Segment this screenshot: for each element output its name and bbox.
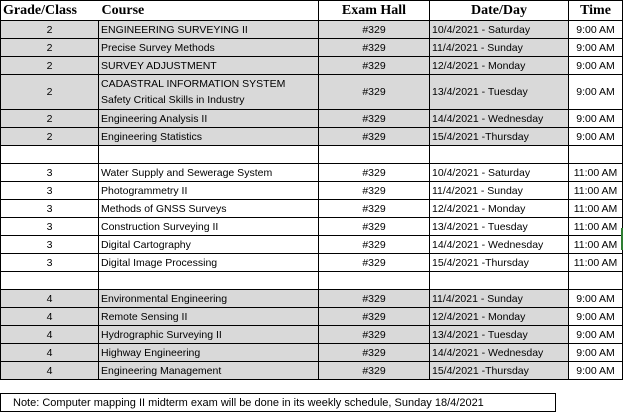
exam-hall-cell[interactable]: #329 — [319, 128, 430, 146]
date-cell[interactable]: 13/4/2021 - Tuesday — [430, 218, 569, 236]
exam-hall-cell[interactable]: #329 — [319, 164, 430, 182]
exam-hall-cell[interactable]: #329 — [319, 218, 430, 236]
blank-row — [1, 272, 623, 290]
grade-cell[interactable]: 2 — [1, 57, 99, 75]
blank-row — [1, 146, 623, 164]
course-cell[interactable]: Precise Survey Methods — [99, 39, 319, 57]
time-cell[interactable]: 9:00 AM — [569, 39, 623, 57]
course-cell[interactable]: Digital Cartography — [99, 236, 319, 254]
exam-hall-cell[interactable] — [319, 272, 430, 290]
exam-hall-cell[interactable]: #329 — [319, 182, 430, 200]
date-cell[interactable]: 11/4/2021 - Sunday — [430, 39, 569, 57]
exam-hall-cell[interactable]: #329 — [319, 21, 430, 39]
exam-hall-cell[interactable]: #329 — [319, 344, 430, 362]
grade-cell[interactable] — [1, 272, 99, 290]
course-cell[interactable]: Environmental Engineering — [99, 290, 319, 308]
date-cell[interactable]: 12/4/2021 - Monday — [430, 57, 569, 75]
header-exam-hall[interactable]: Exam Hall — [319, 1, 430, 21]
time-cell[interactable]: 11:00 AM — [569, 236, 623, 254]
table-row — [1, 164, 623, 182]
time-cell[interactable]: 9:00 AM — [569, 326, 623, 344]
grade-cell[interactable]: 3 — [1, 254, 99, 272]
table-row — [1, 326, 623, 344]
time-cell[interactable]: 11:00 AM — [569, 164, 623, 182]
date-cell[interactable] — [430, 146, 569, 164]
time-cell[interactable]: 11:00 AM — [569, 254, 623, 272]
exam-hall-cell[interactable]: #329 — [319, 362, 430, 380]
course-line: Safety Critical Skills in Industry — [101, 94, 245, 106]
course-cell[interactable]: Water Supply and Sewerage System — [99, 164, 319, 182]
time-cell[interactable] — [569, 272, 623, 290]
table-row — [1, 290, 623, 308]
grade-cell[interactable]: 2 — [1, 21, 99, 39]
table-row — [1, 254, 623, 272]
grade-cell[interactable]: 4 — [1, 344, 99, 362]
exam-hall-cell[interactable]: #329 — [319, 254, 430, 272]
grade-cell[interactable]: 3 — [1, 236, 99, 254]
time-cell[interactable]: 11:00 AM — [569, 200, 623, 218]
date-cell[interactable]: 10/4/2021 - Saturday — [430, 21, 569, 39]
course-cell[interactable]: Digital Image Processing — [99, 254, 319, 272]
date-cell[interactable]: 14/4/2021 - Wednesday — [430, 344, 569, 362]
course-cell[interactable]: Engineering Management — [99, 362, 319, 380]
exam-hall-cell[interactable]: #329 — [319, 326, 430, 344]
course-cell[interactable]: ENGINEERING SURVEYING II — [99, 21, 319, 39]
table-row — [1, 110, 623, 128]
table-row — [1, 75, 623, 110]
date-cell[interactable]: 11/4/2021 - Sunday — [430, 290, 569, 308]
grade-cell[interactable]: 4 — [1, 308, 99, 326]
grade-cell[interactable]: 4 — [1, 326, 99, 344]
course-cell[interactable]: SURVEY ADJUSTMENT — [99, 57, 319, 75]
date-cell[interactable]: 14/4/2021 - Wednesday — [430, 110, 569, 128]
time-cell[interactable]: 9:00 AM — [569, 362, 623, 380]
grade-cell[interactable]: 4 — [1, 362, 99, 380]
table-row — [1, 57, 623, 75]
table-row — [1, 362, 623, 380]
grade-cell[interactable]: 4 — [1, 290, 99, 308]
exam-hall-cell[interactable]: #329 — [319, 236, 430, 254]
exam-hall-cell[interactable]: #329 — [319, 200, 430, 218]
exam-hall-cell[interactable]: #329 — [319, 57, 430, 75]
course-cell[interactable]: Engineering Analysis II — [99, 110, 319, 128]
course-cell[interactable]: Construction Surveying II — [99, 218, 319, 236]
time-cell[interactable]: 9:00 AM — [569, 290, 623, 308]
time-cell[interactable]: 9:00 AM — [569, 128, 623, 146]
grade-cell[interactable]: 2 — [1, 128, 99, 146]
date-cell[interactable]: 10/4/2021 - Saturday — [430, 164, 569, 182]
course-cell[interactable]: Hydrographic Surveying II — [99, 326, 319, 344]
date-cell[interactable]: 15/4/2021 -Thursday — [430, 254, 569, 272]
time-cell[interactable] — [569, 146, 623, 164]
schedule-note[interactable]: Note: Computer mapping II midterm exam will be done in its weekly schedule, Sunday 18/4/2021 — [0, 393, 556, 412]
grade-cell[interactable]: 3 — [1, 182, 99, 200]
date-cell[interactable]: 13/4/2021 - Tuesday — [430, 326, 569, 344]
course-cell[interactable]: Engineering Statistics — [99, 128, 319, 146]
time-cell[interactable]: 9:00 AM — [569, 344, 623, 362]
date-cell[interactable]: 12/4/2021 - Monday — [430, 308, 569, 326]
time-cell[interactable]: 9:00 AM — [569, 57, 623, 75]
header-grade[interactable]: Grade/Class — [1, 1, 99, 21]
course-cell[interactable]: Remote Sensing II — [99, 308, 319, 326]
date-cell[interactable]: 15/4/2021 -Thursday — [430, 128, 569, 146]
exam-hall-cell[interactable]: #329 — [319, 290, 430, 308]
grade-cell[interactable]: 2 — [1, 75, 99, 110]
header-course[interactable]: Course — [99, 1, 319, 21]
course-line: CADASTRAL INFORMATION SYSTEM — [101, 78, 286, 90]
table-row — [1, 218, 623, 236]
course-cell[interactable]: Photogrammetry II — [99, 182, 319, 200]
header-date-day[interactable]: Date/Day — [430, 1, 569, 21]
date-cell[interactable] — [430, 272, 569, 290]
table-row — [1, 182, 623, 200]
course-cell[interactable]: Highway Engineering — [99, 344, 319, 362]
exam-hall-cell[interactable]: #329 — [319, 110, 430, 128]
grade-cell[interactable]: 2 — [1, 110, 99, 128]
time-cell[interactable]: 9:00 AM — [569, 75, 623, 110]
grade-cell[interactable] — [1, 146, 99, 164]
schedule-rows — [1, 21, 623, 380]
course-cell[interactable]: Methods of GNSS Surveys — [99, 200, 319, 218]
table-row — [1, 344, 623, 362]
table-row — [1, 200, 623, 218]
exam-hall-cell[interactable]: #329 — [319, 308, 430, 326]
date-cell[interactable]: 11/4/2021 - Sunday — [430, 182, 569, 200]
grade-cell[interactable]: 2 — [1, 39, 99, 57]
date-cell[interactable]: 14/4/2021 - Wednesday — [430, 236, 569, 254]
course-cell[interactable] — [99, 272, 319, 290]
time-cell[interactable]: 9:00 AM — [569, 21, 623, 39]
time-cell[interactable]: 11:00 AM — [569, 218, 623, 236]
table-row — [1, 128, 623, 146]
date-cell[interactable]: 15/4/2021 -Thursday — [430, 362, 569, 380]
table-row — [1, 39, 623, 57]
table-row — [1, 308, 623, 326]
exam-hall-cell[interactable] — [319, 146, 430, 164]
grade-cell[interactable]: 3 — [1, 200, 99, 218]
course-cell[interactable] — [99, 146, 319, 164]
grade-cell[interactable]: 3 — [1, 164, 99, 182]
table-row — [1, 236, 623, 254]
time-cell[interactable]: 9:00 AM — [569, 308, 623, 326]
time-cell[interactable]: 9:00 AM — [569, 110, 623, 128]
time-cell[interactable]: 11:00 AM — [569, 182, 623, 200]
date-cell[interactable]: 13/4/2021 - Tuesday — [430, 75, 569, 110]
exam-hall-cell[interactable]: #329 — [319, 39, 430, 57]
table-row — [1, 21, 623, 39]
grade-cell[interactable]: 3 — [1, 218, 99, 236]
exam-hall-cell[interactable]: #329 — [319, 75, 430, 110]
date-cell[interactable]: 12/4/2021 - Monday — [430, 200, 569, 218]
header-time[interactable]: Time — [569, 1, 623, 21]
header-row — [1, 1, 623, 21]
course-cell[interactable] — [99, 75, 319, 110]
